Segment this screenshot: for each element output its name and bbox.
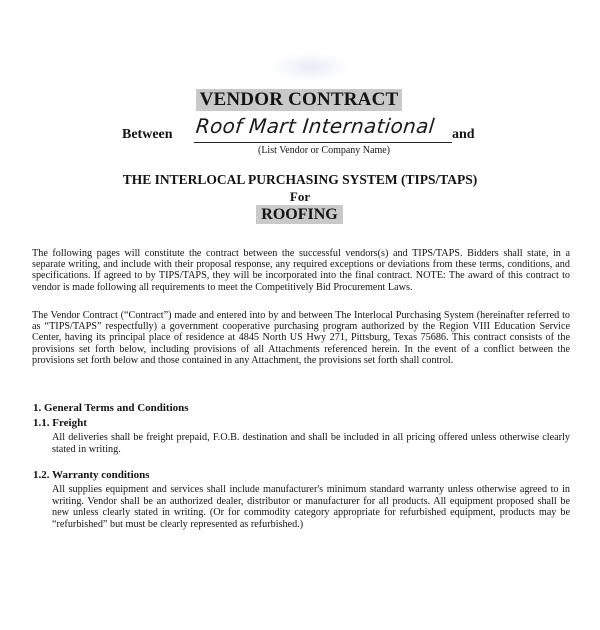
vendor-caption: (List Vendor or Company Name) [257,145,390,156]
freight-body: All deliveries shall be freight prepaid, F.O.B. destination and shall be included in all pricing offered unless otherwise clearly stated in writing. [52,432,570,455]
warranty-heading: 1.2. Warranty conditions [33,469,150,481]
system-title: THE INTERLOCAL PURCHASING SYSTEM (TIPS/TAPS) [122,172,478,187]
intro-paragraph-2: The Vendor Contract (“Contract”) made and entered into by and between The Interlocal Purchasing System (hereinafter referred to as “TIPS/TAPS” respectfully) a government cooperative purchasing program authorized by the Region VIII Education Service Center, having its principal place of residence at 4845 North US Hwy 271, Pittsburg, Texas 75686. This contract consists of the provisions set forth below, including provisions of all Attachments referenced herein. In the event of a conflict between the provisions set forth below and those contained in any Attachment, the provisions set forth shall control. [32,310,570,366]
category-title: ROOFING [261,206,338,223]
freight-heading: 1.1. Freight [33,417,87,429]
section-heading: 1. General Terms and Conditions [33,402,189,414]
between-label: Between [122,127,173,142]
vendor-name-line [194,142,452,143]
vendor-name-handwritten: Roof Mart International [194,114,436,138]
warranty-body: All supplies equipment and services shall include manufacturer's minimum standard warranty unless otherwise agreed to in writing. Vendor shall be an authorized dealer, distributor or manufacturer for all products. All equipment proposed shall be new unless clearly stated in writing. (Or for commodity category appropriate for refurbished equipment, products may be “refurbished” but must be clearly represented as refurbished.) [52,484,570,530]
faint-watermark [270,52,350,82]
and-label: and [452,127,475,142]
page-title: VENDOR CONTRACT [199,89,399,110]
for-label: For [289,189,311,204]
intro-paragraph-1: The following pages will constitute the contract between the successful vendors(s) and TIPS/TAPS. Bidders shall state, in a separate writing, and include with their proposal response, any required exceptions or deviations from these terms, conditions, and specifications. If agreed to by TIPS/TAPS, they will be incorporated into the final contract. NOTE: The award of this contract to vendor is made following all requirements to meet the Competitively Bid Procurement Laws. [32,248,570,293]
